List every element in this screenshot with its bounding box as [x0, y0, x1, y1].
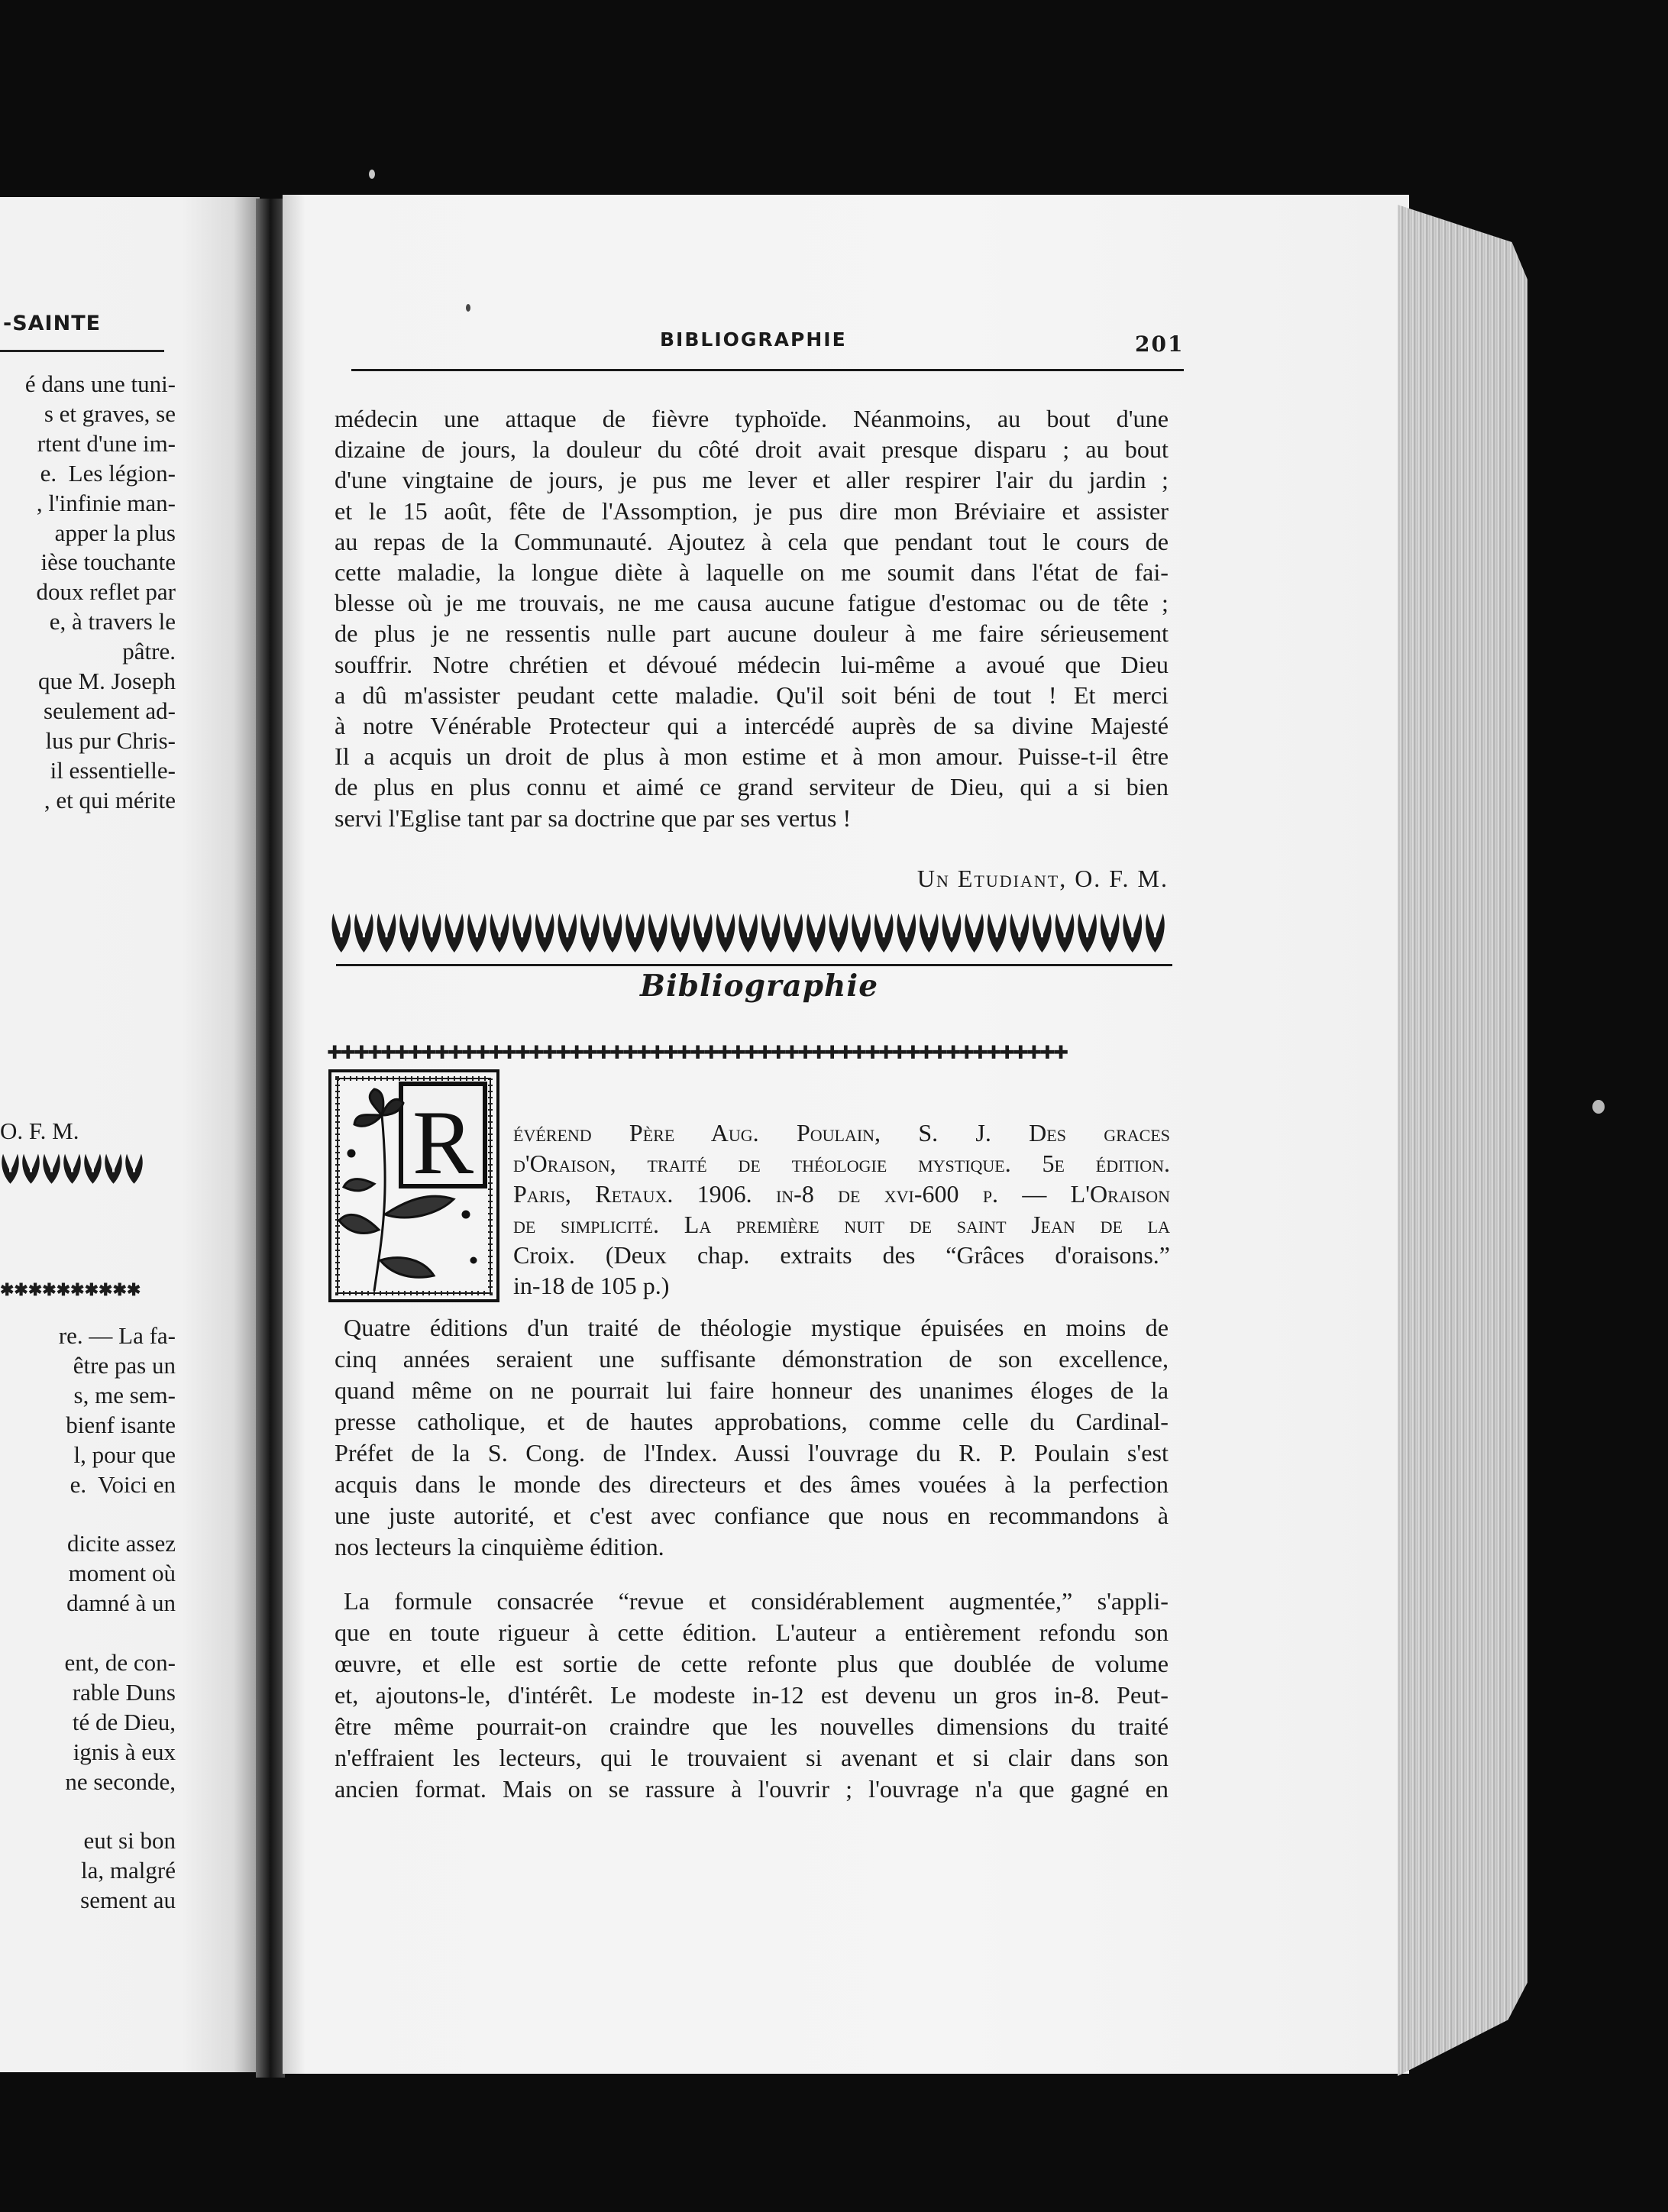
text-line: Quatre éditions d'un traité de théologie mystique épuisées en moins de	[344, 1314, 1169, 1341]
text-line: souffrir. Notre chrétien et dévoué médecin lui-même a avoué que Dieu	[335, 650, 1169, 678]
left-header-rule	[0, 350, 164, 352]
text-line: Il a acquis un droit de plus à mon estime et à mon amour. Puisse-t-il être	[335, 742, 1169, 771]
drop-cap-ornament	[328, 1069, 499, 1302]
header-rule	[351, 369, 1184, 371]
left-text-bottom: re. — La fa- être pas un s, me sem- bienf isante l, pour que e. Voici en dicite assez moment où damné à un ent, de con- rable Duns té de Dieu, ignis à eux ne seconde, eut si bon la, malgré sement au	[58, 1322, 176, 1914]
tulip-icon	[0, 1150, 145, 1188]
cross-ornament-band: ✚✚✚✚✚✚✚✚✚✚✚✚✚✚✚✚✚✚✚✚✚✚✚✚✚✚✚✚✚✚✚✚✚✚✚✚✚✚✚✚✚✚✚✚✚✚✚✚✚✚✚✚✚✚✚	[327, 1042, 1067, 1063]
page-edge	[1398, 205, 1527, 2076]
text-line: n'effraient les lecteurs, qui le trouvaient si avenant et si clair dans son	[335, 1744, 1169, 1771]
text-line: de plus en plus connu et aimé ce grand serviteur de Dieu, qui a si bien	[335, 773, 1169, 801]
text-line: quand même on ne pourrait lui faire honneur des unanimes éloges de la	[335, 1376, 1169, 1404]
text-line: d'une vingtaine de jours, je pus me lever et aller respirer l'air du jardin ;	[335, 466, 1169, 494]
left-text-top: é dans une tuni- s et graves, se rtent d'une im- e. Les légion- , l'infinie man- apper la plus ièse touchante doux reflet par e, à travers le pâtre. que M. Joseph seulement ad- lus pur Chris- il essentielle- , et qui mérite	[24, 370, 176, 813]
page-number: 201	[1135, 331, 1185, 357]
text-line: nos lecteurs la cinquième édition.	[335, 1533, 664, 1560]
dust-speck	[369, 170, 375, 179]
dust-speck	[1592, 1100, 1605, 1114]
tulip-ornament-icon	[328, 909, 1172, 961]
left-page	[0, 197, 260, 2072]
ornament-rule	[336, 964, 1172, 966]
text-line: cette maladie, la longue diète à laquelle on me soumit dans l'état de fai-	[335, 558, 1169, 586]
text-line: et le 15 août, fête de l'Assomption, je pus dire mon Bréviaire et assister	[335, 496, 1169, 525]
text-line: œuvre, et elle est sortie de cette refonte plus que doublée de volume	[335, 1650, 1169, 1677]
text-line: blesse où je me trouvais, ne me causa aucune fatigue d'estomac ou de tête ;	[335, 589, 1169, 617]
text-line: à notre Vénérable Protecteur qui a intercédé auprès de sa divine Majesté	[335, 712, 1169, 739]
text-line: une juste autorité, et c'est avec confiance que nous en recommandons à	[335, 1502, 1169, 1529]
text-line: presse catholique, et de hautes approbations, comme celle du Cardinal-	[335, 1408, 1169, 1435]
text-line: médecin une attaque de fièvre typhoïde. Néanmoins, au bout d'une	[335, 405, 1169, 432]
section-title: Bibliographie	[640, 969, 879, 1004]
text-line: La formule consacrée “revue et considérablement augmentée,” s'appli-	[344, 1587, 1169, 1615]
book-spine	[256, 199, 285, 2078]
text-line: que en toute rigueur à cette édition. L'auteur a entièrement refondu son	[335, 1619, 1169, 1646]
text-line: a dû m'assister peudant cette maladie. Qu'il soit béni de tout ! Et merci	[335, 681, 1169, 709]
left-signature: O. F. M.	[0, 1117, 79, 1144]
letter-signature: Un Etudiant, O. F. M.	[916, 865, 1169, 892]
text-line: d'Oraison, traité de théologie mystique. 5e édition.	[513, 1150, 1170, 1177]
text-line: cinq années seraient une suffisante démonstration de son excellence,	[335, 1345, 1169, 1373]
text-line: de plus je ne ressentis nulle part aucune douleur à me faire sérieusement	[335, 619, 1169, 648]
text-line: dizaine de jours, la douleur du côté droit avait presque disparu ; au bout	[335, 435, 1169, 464]
text-line: et, ajoutons-le, d'intérêt. Le modeste in-12 est devenu un gros in-8. Peut-	[335, 1681, 1169, 1709]
text-line: Paris, Retaux. 1906. in-8 de xvi-600 p. — L'Oraison	[513, 1180, 1170, 1208]
text-line: servi l'Eglise tant par sa doctrine que par ses vertus !	[335, 804, 852, 832]
left-tulip-ornament	[0, 1150, 145, 1196]
running-head: BIBLIOGRAPHIE	[660, 328, 847, 351]
left-star-band: ✱✱✱✱✱✱✱✱✱✱	[0, 1280, 141, 1299]
text-line: Croix. (Deux chap. extraits des “Grâces d'oraisons.”	[513, 1241, 1170, 1269]
drop-cap-letter: R	[412, 1091, 474, 1193]
text-line: ancien format. Mais on se rassure à l'ouvrir ; l'ouvrage n'a que gagné en	[335, 1775, 1169, 1803]
text-line: de simplicité. La première nuit de saint Jean de la	[513, 1211, 1170, 1238]
left-running-head: -SAINTE	[3, 312, 102, 335]
dust-speck	[466, 304, 470, 312]
text-line: au repas de la Communauté. Ajoutez à cela que pendant tout le cours de	[335, 527, 1169, 555]
text-line: être même pourrait-on craindre que les nouvelles dimensions du traité	[335, 1712, 1169, 1740]
text-line: acquis dans le monde des directeurs et des âmes vouées à la perfection	[335, 1470, 1169, 1498]
text-line: Préfet de la S. Cong. de l'Index. Aussi l'ouvrage du R. P. Poulain s'est	[335, 1439, 1169, 1467]
text-line: in-18 de 105 p.)	[513, 1272, 670, 1299]
text-line: évérend Père Aug. Poulain, S. J. Des graces	[513, 1119, 1170, 1146]
